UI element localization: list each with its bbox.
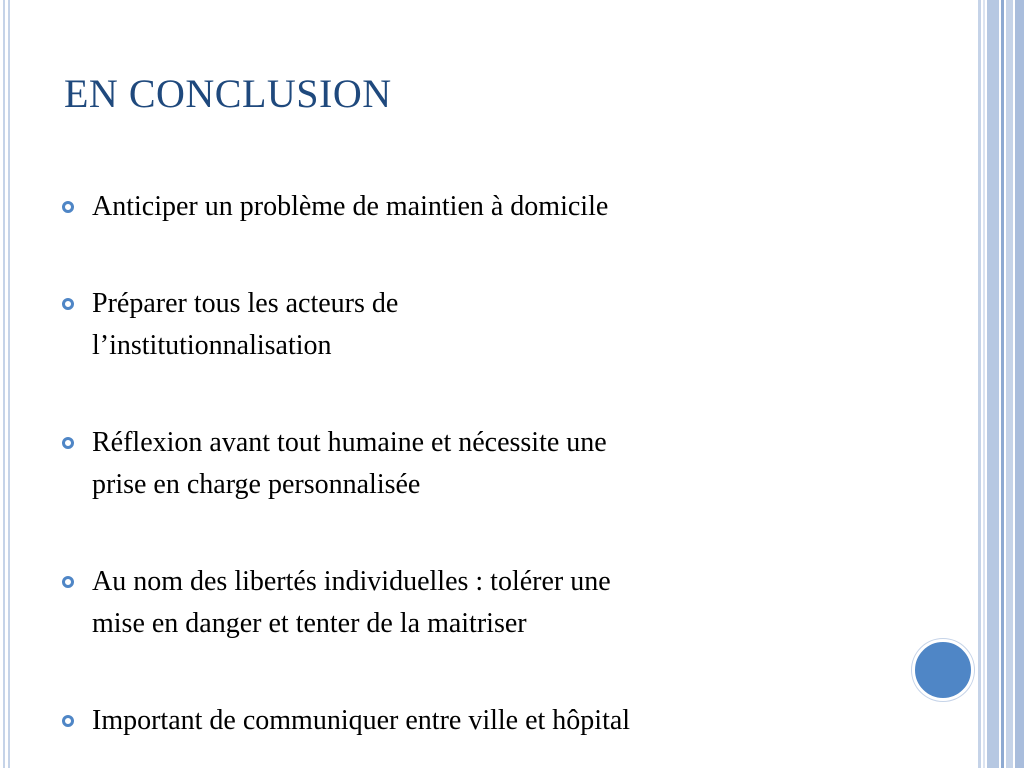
stripe xyxy=(987,0,999,768)
bullet-text: Réflexion avant tout humaine et nécessite une xyxy=(92,427,607,458)
stripe xyxy=(1006,0,1013,768)
slide-title: EN CONCLUSION xyxy=(64,71,392,116)
bullet-item xyxy=(62,422,862,506)
stripe xyxy=(983,0,985,768)
circle-bullet-icon xyxy=(62,298,74,310)
bullet-text: Anticiper un problème de maintien à domicile xyxy=(92,191,609,222)
bullet-text: mise en danger et tenter de la maitriser xyxy=(92,608,527,639)
circle-bullet-icon xyxy=(62,576,74,588)
stripe xyxy=(978,0,981,768)
circle-bullet-icon xyxy=(62,437,74,449)
bullet-text: Préparer tous les acteurs de xyxy=(92,288,399,319)
bullet-item xyxy=(62,186,862,228)
bullet-item xyxy=(62,283,862,367)
bullet-text: Important de communiquer entre ville et hôpital xyxy=(92,705,631,736)
circle-bullet-icon xyxy=(62,715,74,727)
bullet-item xyxy=(62,700,862,742)
decorative-circle-icon xyxy=(912,639,974,701)
bullet-text: Au nom des libertés individuelles : tolérer une xyxy=(92,566,611,597)
stripe xyxy=(1015,0,1024,768)
right-decorative-stripes xyxy=(978,0,1024,768)
bullet-item xyxy=(62,561,862,645)
circle-bullet-icon xyxy=(62,201,74,213)
bullet-list xyxy=(62,186,862,742)
stripe xyxy=(1001,0,1004,768)
left-border-line xyxy=(8,0,10,768)
bullet-text: prise en charge personnalisée xyxy=(92,469,421,500)
left-border-line xyxy=(3,0,5,768)
bullet-text: l’institutionnalisation xyxy=(92,330,332,361)
